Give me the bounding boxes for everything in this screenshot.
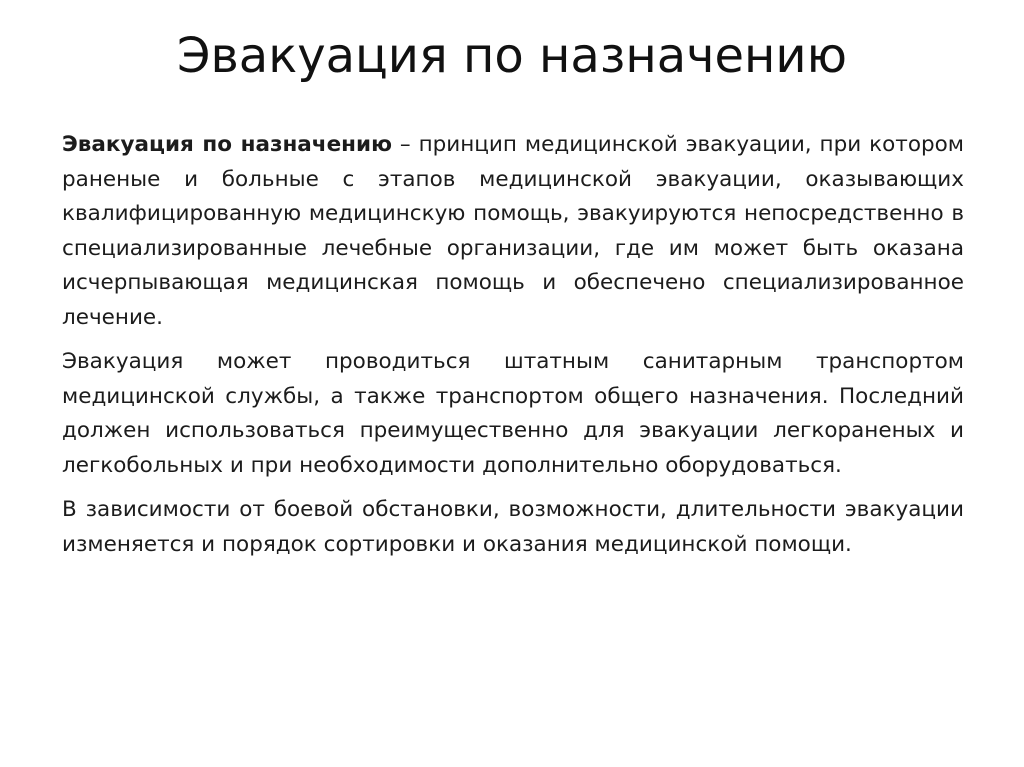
definition-paragraph — [62, 128, 964, 335]
definition-text: – принцип медицинской эвакуации, при котором раненые и больные с этапов медицинской эвакуации, оказывающих квалифицированную медицинскую помощь, эвакуируются непосредственно в специализированные лечебные организации, где им может быть оказана исчерпывающая медицинская помощь и обеспечено специализированное лечение. — [62, 132, 964, 330]
transport-paragraph: Эвакуация может проводиться штатным санитарным транспортом медицинской службы, а также транспортом общего назначения. Последний должен использоваться преимущественно для эвакуации легкораненых и легкобольных и при необходимости дополнительно оборудоваться. — [62, 349, 964, 478]
defined-term: Эвакуация по назначению — [62, 132, 392, 157]
slide-body — [62, 128, 964, 572]
slide-title: Эвакуация по назначению — [176, 28, 848, 84]
conditions-paragraph: В зависимости от боевой обстановки, возможности, длительности эвакуации изменяется и порядок сортировки и оказания медицинской помощи. — [62, 497, 964, 557]
